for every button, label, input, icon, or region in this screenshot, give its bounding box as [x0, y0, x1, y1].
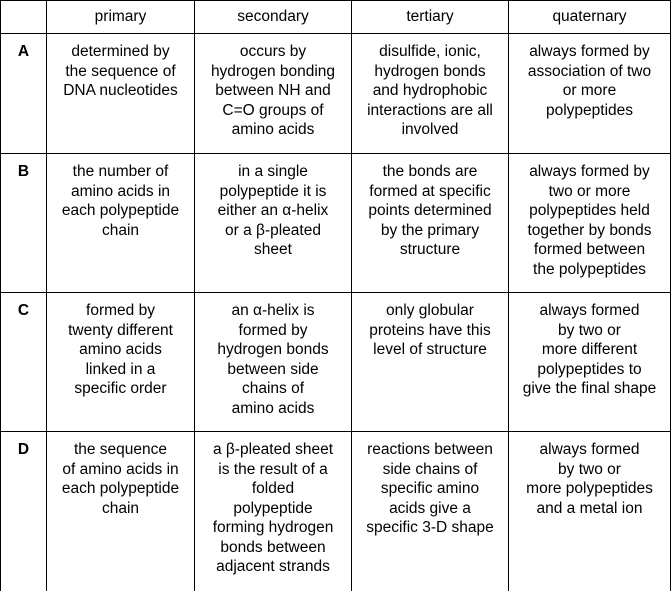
table-row-b [1, 154, 671, 293]
header-secondary: secondary [195, 1, 352, 34]
row-label-d: D [1, 432, 47, 591]
header-primary: primary [47, 1, 195, 34]
header-tertiary: tertiary [352, 1, 509, 34]
cell-a-quaternary: always formed by association of two or more polypeptides [509, 34, 671, 154]
cell-a-secondary: occurs by hydrogen bonding between NH and C=O groups of amino acids [195, 34, 352, 154]
cell-b-tertiary: the bonds are formed at specific points determined by the primary structure [352, 154, 509, 293]
table-row-c [1, 293, 671, 432]
row-label-c: C [1, 293, 47, 432]
cell-b-primary: the number of amino acids in each polypeptide chain [47, 154, 195, 293]
row-label-b: B [1, 154, 47, 293]
cell-c-quaternary: always formed by two or more different polypeptides to give the final shape [509, 293, 671, 432]
cell-c-tertiary: only globular proteins have this level of structure [352, 293, 509, 432]
cell-b-quaternary: always formed by two or more polypeptides held together by bonds formed between the polypeptides [509, 154, 671, 293]
header-quaternary: quaternary [509, 1, 671, 34]
cell-b-secondary: in a single polypeptide it is either an α-helix or a β-pleated sheet [195, 154, 352, 293]
cell-d-primary: the sequence of amino acids in each polypeptide chain [47, 432, 195, 591]
header-row [1, 1, 671, 34]
cell-a-primary: determined by the sequence of DNA nucleotides [47, 34, 195, 154]
header-corner-cell [1, 1, 47, 34]
cell-d-secondary: a β-pleated sheet is the result of a folded polypeptide forming hydrogen bonds between adjacent strands [195, 432, 352, 591]
cell-d-tertiary: reactions between side chains of specific amino acids give a specific 3-D shape [352, 432, 509, 591]
table-row-a [1, 34, 671, 154]
row-label-a: A [1, 34, 47, 154]
cell-d-quaternary: always formed by two or more polypeptides and a metal ion [509, 432, 671, 591]
table-row-d [1, 432, 671, 591]
cell-c-secondary: an α-helix is formed by hydrogen bonds between side chains of amino acids [195, 293, 352, 432]
cell-c-primary: formed by twenty different amino acids linked in a specific order [47, 293, 195, 432]
cell-a-tertiary: disulfide, ionic, hydrogen bonds and hydrophobic interactions are all involved [352, 34, 509, 154]
